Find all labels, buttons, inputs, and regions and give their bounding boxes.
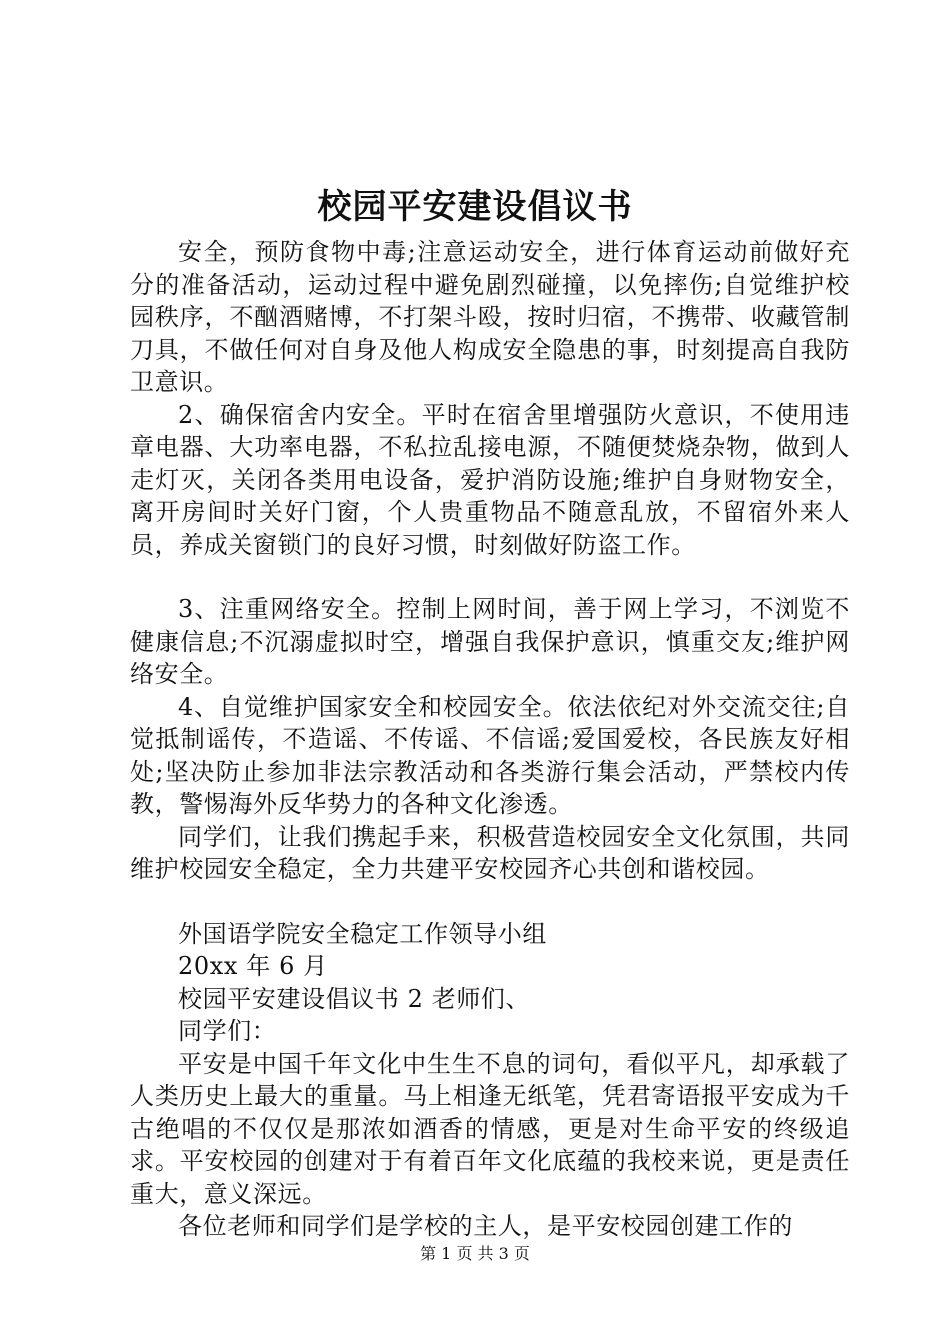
paragraph-peace-meaning: 平安是中国千年文化中生生不息的词句，看似平凡，却承载了人类历史上最大的重量。马上相逢无纸笔，凭君寄语报平安成为千古绝唱的不仅仅是那浓如酒香的情感，更是对生命平安的终级追求。平安校园的创建对于有着百年文化底蕴的我校来说，更是责任重大，意义深远。 <box>130 1049 850 1208</box>
paragraph-teachers-students: 各位老师和同学们是学校的主人，是平安校园创建工作的 <box>178 1212 793 1240</box>
second-heading: 校园平安建设倡议书 2 老师们、 <box>178 984 531 1013</box>
document-body <box>130 236 850 1243</box>
page-footer: 第 1 页 共 3 页 <box>420 1244 530 1263</box>
paragraph-safety-conduct: 安全，预防食物中毒;注意运动安全，进行体育运动前做好充分的准备活动，运动过程中避免剧烈碰撞，以免摔伤;自觉维护校园秩序，不酗酒赌博，不打架斗殴，按时归宿，不携带、收藏管制刀具，不做任何对自身及他人构成安全隐患的事，时刻提高自我防卫意识。 <box>130 238 850 396</box>
signature-org: 外国语学院安全稳定工作领导小组 <box>178 919 547 948</box>
paragraph-call-to-action: 同学们，让我们携起手来，积极营造校园安全文化氛围，共同维护校园安全稳定，全力共建平安校园齐心共创和谐校园。 <box>130 822 850 883</box>
document-title: 校园平安建设倡议书 <box>317 187 633 227</box>
paragraph-dorm-safety: 2、确保宿舍内安全。平时在宿舍里增强防火意识，不使用违章电器、大功率电器，不私拉乱接电源，不随便焚烧杂物，做到人走灯灭，关闭各类用电设备，爱护消防设施;维护自身财物安全，离开房间时关好门窗，个人贵重物品不随意乱放，不留宿外来人员，养成关窗锁门的良好习惯，时刻做好防盗工作。 <box>130 400 850 559</box>
paragraph-network-safety: 3、注重网络安全。控制上网时间，善于网上学习，不浏览不健康信息;不沉溺虚拟时空，增强自我保护意识，慎重交友;维护网络安全。 <box>130 595 850 688</box>
greeting: 同学们： <box>178 1017 277 1045</box>
signature-date: 20xx 年 6 月 <box>178 952 328 980</box>
paragraph-national-safety: 4、自觉维护国家安全和校园安全。依法依纪对外交流交往;自觉抵制谣传，不造谣、不传谣、不信谣;爱国爱校，各民族友好相处;坚决防止参加非法宗教活动和各类游行集会活动，严禁校内传教，警惕海外反华势力的各种文化渗透。 <box>130 692 850 818</box>
